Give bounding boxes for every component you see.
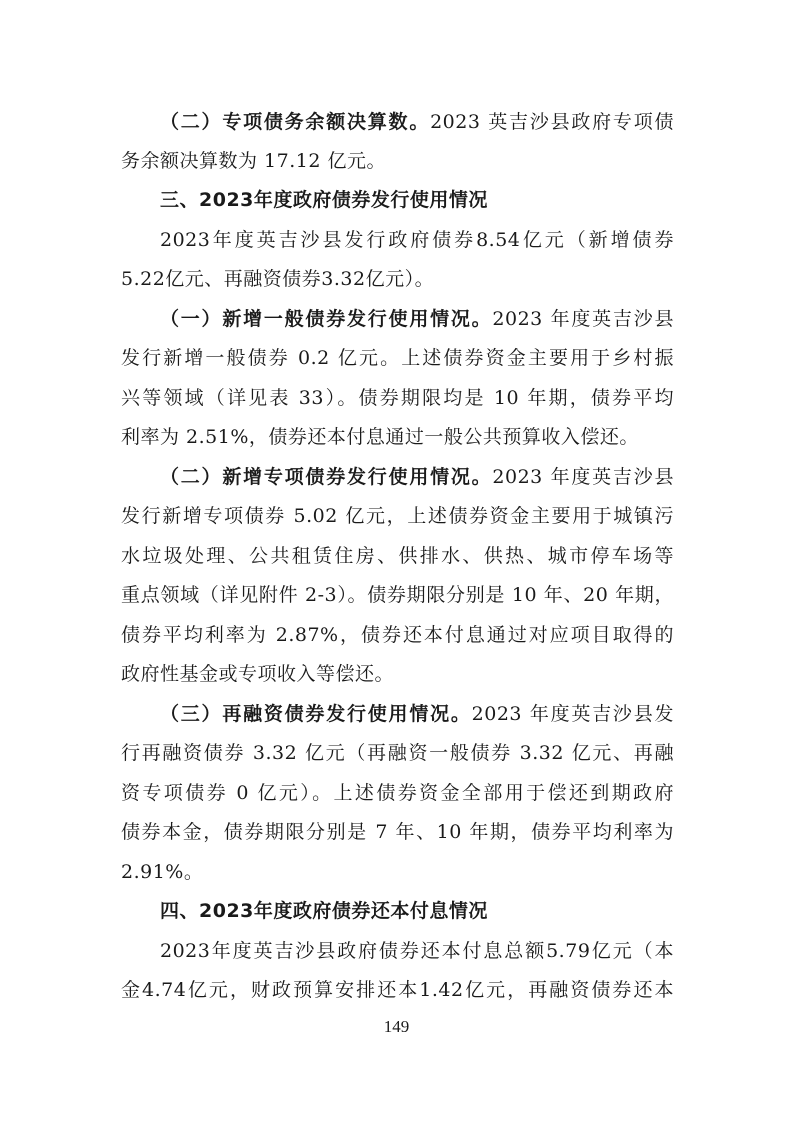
paragraph-line xyxy=(160,702,674,726)
subsection-heading: （二）新增专项债券发行使用情况。 xyxy=(160,466,493,488)
paragraph-line xyxy=(160,465,674,489)
paragraph-line: 资专项债券 0 亿元）。上述债券资金全部用于偿还到期政府 xyxy=(121,782,674,804)
paragraph-line: 金4.74亿元，财政预算安排还本1.42亿元，再融资债券还本 xyxy=(121,979,674,1001)
paragraph-line: 5.22亿元、再融资债券3.32亿元）。 xyxy=(121,268,435,290)
paragraph-text: 2023 年度英吉沙县 xyxy=(492,466,674,488)
paragraph-line: 2023年度英吉沙县政府债券还本付息总额5.79亿元（本 xyxy=(160,940,674,962)
paragraph-line: 务余额决算数为 17.12 亿元。 xyxy=(121,150,386,172)
section-heading: 四、2023年度政府债券还本付息情况 xyxy=(160,900,488,922)
paragraph-line: 利率为 2.51%，债券还本付息通过一般公共预算收入偿还。 xyxy=(121,426,639,448)
paragraph-line: 兴等领域（详见表 33）。债券期限均是 10 年期，债券平均 xyxy=(121,387,674,409)
paragraph-line: 水垃圾处理、公共租赁住房、供排水、供热、城市停车场等 xyxy=(121,545,674,567)
paragraph-line xyxy=(160,307,674,331)
paragraph-text: 2023 年度英吉沙县 xyxy=(492,308,674,330)
paragraph-line xyxy=(160,110,674,134)
paragraph-line: 2.91%。 xyxy=(121,861,204,883)
paragraph-text: 2023 年度英吉沙县发 xyxy=(471,703,674,725)
subsection-heading: （一）新增一般债券发行使用情况。 xyxy=(160,308,493,330)
paragraph-line: 发行新增专项债券 5.02 亿元，上述债券资金主要用于城镇污 xyxy=(121,505,674,527)
paragraph-line: 重点领域（详见附件 2-3）。债券期限分别是 10 年、20 年期， xyxy=(121,584,674,606)
subsection-heading: （二）专项债务余额决算数。 xyxy=(160,111,431,133)
section-heading: 三、2023年度政府债券发行使用情况 xyxy=(160,189,488,211)
paragraph-line: 2023年度英吉沙县发行政府债券8.54亿元（新增债券 xyxy=(160,229,674,251)
paragraph-line: 发行新增一般债券 0.2 亿元。上述债券资金主要用于乡村振 xyxy=(121,347,674,369)
paragraph-line: 债券本金，债券期限分别是 7 年、10 年期，债券平均利率为 xyxy=(121,821,674,843)
page-number: 149 xyxy=(383,1017,410,1036)
paragraph-line: 债券平均利率为 2.87%，债券还本付息通过对应项目取得的 xyxy=(121,624,674,646)
paragraph-text: 2023 英吉沙县政府专项债 xyxy=(430,111,674,133)
subsection-heading: （三）再融资债券发行使用情况。 xyxy=(160,703,472,725)
paragraph-line: 行再融资债券 3.32 亿元（再融资一般债券 3.32 亿元、再融 xyxy=(121,742,674,764)
paragraph-line: 政府性基金或专项收入等偿还。 xyxy=(121,663,395,685)
